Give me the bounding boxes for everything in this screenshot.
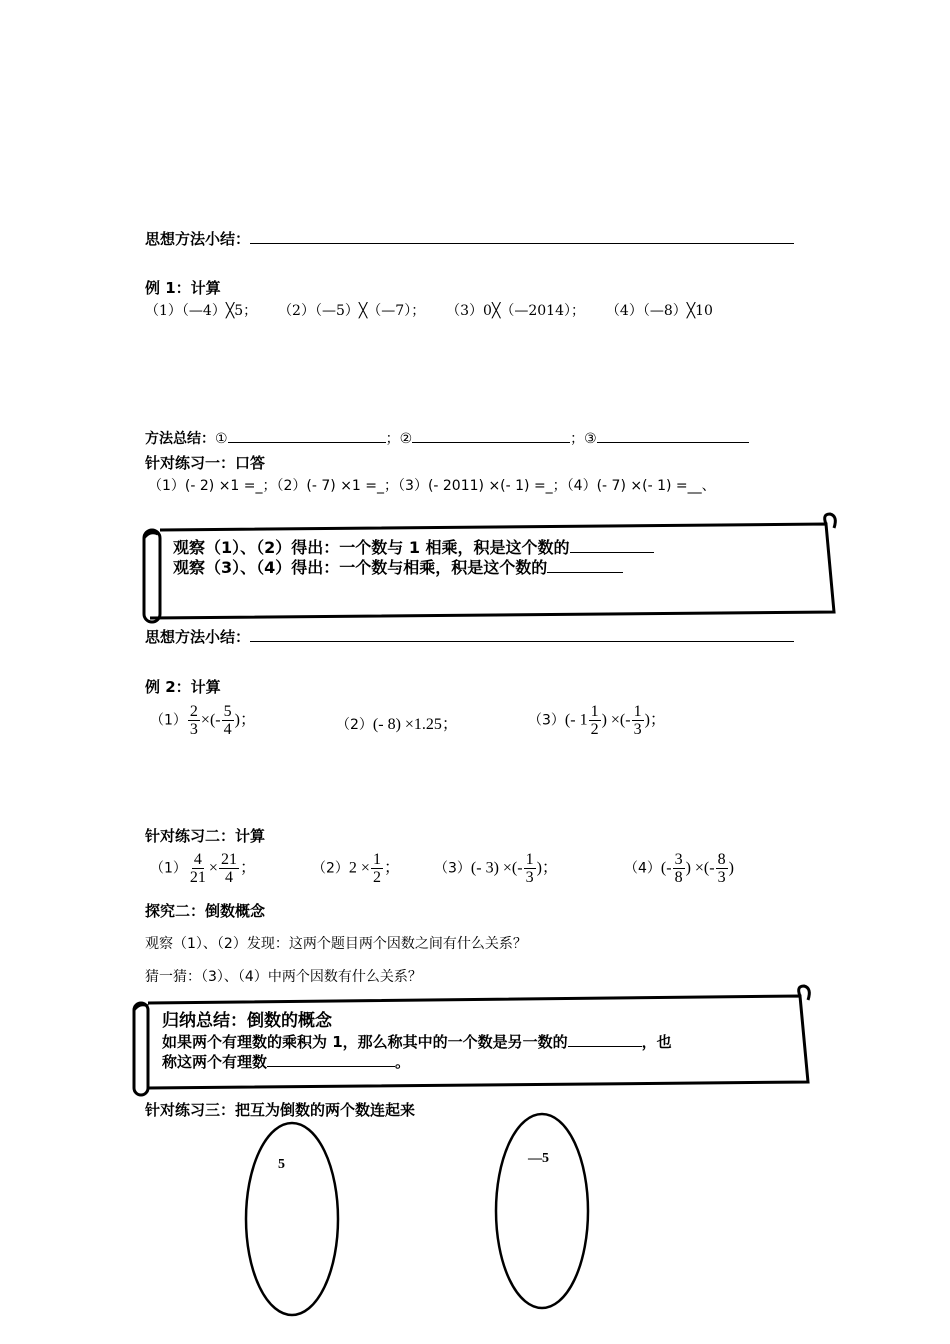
ex1-items [145,300,713,320]
ex2-item-3-pre: (- 1 [564,711,588,729]
ex2-item-3-op: ) ×(- [601,711,631,729]
p1-items [148,475,716,495]
p2-item-2 [312,851,400,886]
p2-item-2-pre: 2 × [348,859,370,877]
p1-title: 针对练习一：口答 [145,454,266,472]
method-blank-3[interactable] [597,442,749,443]
p2-item-3-end: )； [536,859,558,877]
ex2-frac-1 [188,703,200,738]
p2-frac-1 [188,851,208,886]
ex1-item-1: （1）（—4）╳5； [145,303,258,319]
p2-item-1 [150,851,256,886]
method-label: 方法总结： [145,431,215,447]
p1-item-3: （3）(- 2011) ×(- 1) =_； [398,478,567,494]
p2-frac-2 [219,851,239,886]
p2-frac-4-den: 3 [525,869,534,886]
method-sep-1: ； [385,431,400,447]
method-marker-3: ③ [584,431,597,447]
method-blank-2[interactable] [412,442,570,443]
p2-item-4 [624,851,734,886]
p2-item-3-num: （3） [434,860,471,877]
p2-item-1-op: × [208,859,218,877]
ex2-frac-3 [589,703,601,738]
summary2-blank[interactable] [250,641,794,642]
ex2-item-2 [336,711,458,734]
scroll2-line2-end: 。 [395,1053,411,1071]
method-marker-2: ② [399,431,413,447]
p2-frac-4 [524,851,536,886]
p2-item-2-end: ； [383,859,400,877]
method-summary [145,428,749,448]
left-ellipse [246,1123,338,1315]
method-blank-1[interactable] [228,442,386,443]
scroll2-line2: 称这两个有理数 [162,1053,268,1071]
p2-frac-5-den: 8 [674,869,683,886]
ex2-item-3 [528,703,666,738]
ex2-frac-4-num: 1 [633,703,642,720]
p2-frac-3 [371,851,383,886]
p2-frac-6-num: 8 [717,851,726,868]
p2-frac-6 [716,851,728,886]
p2-item-1-end: ； [239,859,256,877]
ex2-item-1-op: ×(- [200,711,221,729]
p2-frac-1-num: 4 [193,851,202,868]
ex2-item-2-num: （2） [336,717,373,733]
ex2-item-1-num: （1） [150,712,187,729]
right-ellipse-value[interactable]: —5 [528,1151,549,1166]
explore-question-1: 观察（1）、（2）发现：这两个题目两个因数之间有什么关系？ [145,936,527,952]
p1-item-1: （1）(- 2) ×1 =_； [148,478,277,494]
method-marker-1: ① [215,431,228,447]
ex2-item-3-end: )； [644,711,666,729]
p2-frac-2-den: 4 [224,869,233,886]
p2-item-1-num: （1） [150,860,187,877]
p2-frac-2-num: 21 [220,851,237,868]
p2-frac-3-num: 1 [372,851,381,868]
scroll2-content [162,1011,672,1072]
p2-item-3 [434,851,558,886]
ex2-frac-1-den: 3 [189,721,198,738]
scroll1-line1: 观察（1）、（2）得出：一个数与 1 相乘，积是这个数的 [173,538,570,557]
p3-title: 针对练习三：把互为倒数的两个数连起来 [145,1101,416,1119]
ex2-frac-2-num: 5 [223,703,232,720]
ex2-frac-3-den: 2 [590,721,599,738]
method-sep-2: ； [570,431,585,447]
p2-frac-3-den: 2 [372,869,381,886]
p2-frac-5 [673,851,685,886]
ex2-item-2-expr: (- 8) ×1.25； [372,716,458,733]
left-ellipse-value[interactable]: 5 [278,1157,285,1172]
scroll1-blank-2[interactable] [547,572,623,573]
ex1-item-3: （3）0╳（—2014）； [446,303,585,319]
p2-item-2-num: （2） [312,860,349,877]
ex1-title: 例 1：计算 [145,279,221,297]
ex2-title: 例 2：计算 [145,678,221,696]
right-ellipse [496,1114,588,1308]
p1-item-4: （4）(- 7) ×(- 1) =__、 [566,478,716,494]
ex2-item-1-end: )； [234,711,256,729]
scroll1-blank-1[interactable] [570,552,654,553]
scroll2-line1: 如果两个有理数的乘积为 1，那么称其中的一个数是另一数的 [162,1033,568,1051]
ex2-frac-2 [222,703,234,738]
ex2-frac-3-num: 1 [590,703,599,720]
ex2-frac-4 [632,703,644,738]
scroll2-blank-1[interactable] [568,1046,642,1047]
ex1-item-4: （4）（—8）╳10 [605,303,713,319]
ex2-frac-1-num: 2 [189,703,198,720]
scroll1-content [173,538,654,578]
explore-question-2: 猜一猜：（3）、（4）中两个因数有什么关系？ [145,969,422,985]
summary2-heading [145,626,794,647]
summary1-label: 思想方法小结： [145,230,251,248]
summary2-label: 思想方法小结： [145,628,251,646]
p2-item-4-pre: (- [660,859,672,877]
p2-item-4-end: ) [728,859,734,877]
p2-item-4-op: ) ×(- [685,859,715,877]
ex2-frac-2-den: 4 [223,721,232,738]
p2-frac-1-den: 21 [189,869,206,886]
scroll2-title: 归纳总结：倒数的概念 [162,1011,332,1031]
ex2-item-1 [150,703,256,738]
explore-title: 探究二：倒数概念 [145,902,266,920]
scroll2-blank-2[interactable] [267,1066,395,1067]
summary1-heading [145,228,794,249]
p2-frac-6-den: 3 [717,869,726,886]
scroll2-line1-end: ，也 [641,1033,672,1051]
p2-frac-5-num: 3 [674,851,683,868]
p2-item-3-pre: (- 3) ×(- [470,859,523,877]
ex2-frac-4-den: 3 [633,721,642,738]
scroll1-line2: 观察（3）、（4）得出：一个数与相乘，积是这个数的 [173,558,548,577]
p2-frac-4-num: 1 [525,851,534,868]
p2-title: 针对练习二：计算 [145,827,266,845]
p2-item-4-num: （4） [624,860,661,877]
summary1-blank[interactable] [250,243,794,244]
ex2-item-3-num: （3） [528,712,565,729]
p1-item-2: （2）(- 7) ×1 =_； [276,478,399,494]
ex1-item-2: （2）（—5）╳（—7）； [278,303,426,319]
